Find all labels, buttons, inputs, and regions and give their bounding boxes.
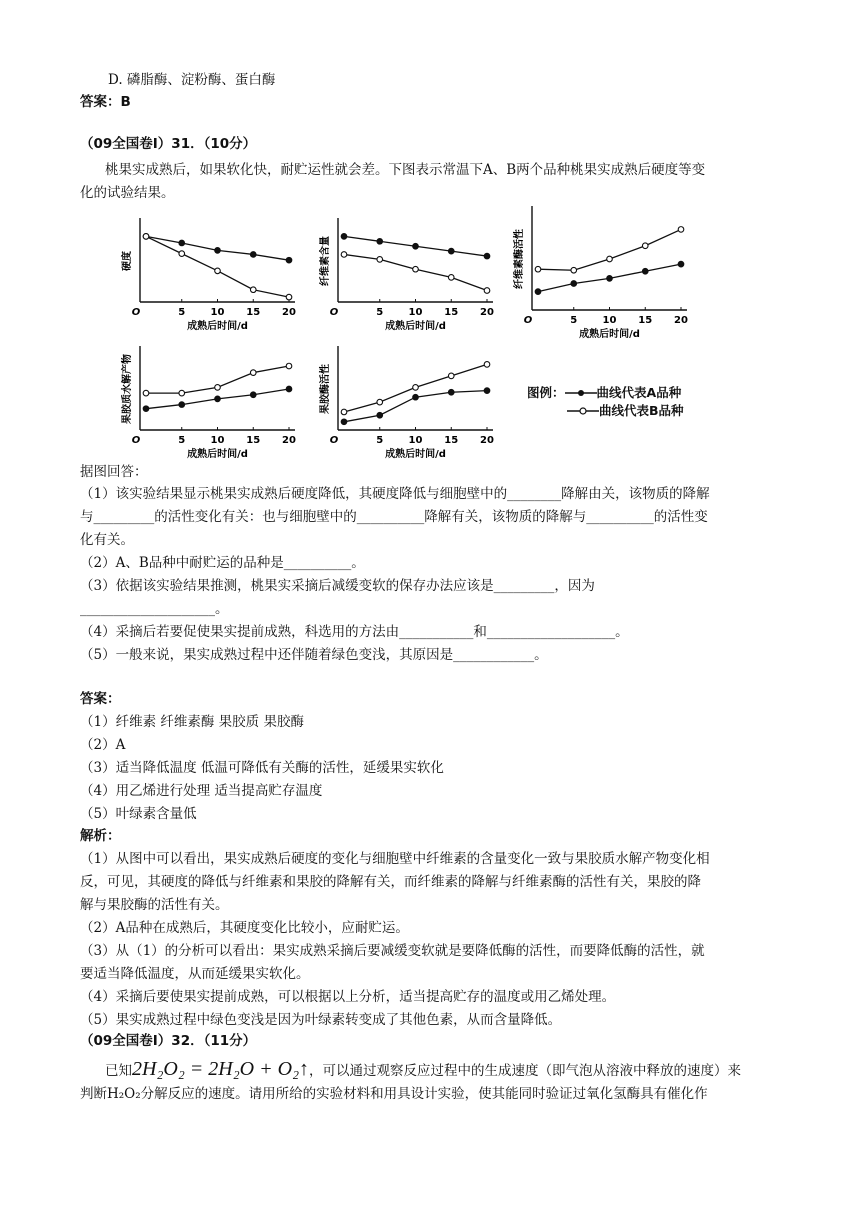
q32-header: （09全国卷Ⅰ）32．（11分） <box>80 1033 257 1049</box>
data-point-a <box>413 243 419 249</box>
answer-prev: 答案：B <box>80 94 131 110</box>
x-tick-label: 20 <box>674 315 688 326</box>
data-point-a <box>377 412 383 418</box>
data-point-b <box>179 251 185 257</box>
x-tick-label: 15 <box>246 435 261 446</box>
x-tick-label: 10 <box>210 307 225 318</box>
data-point-b <box>571 267 577 273</box>
x-tick-label: 15 <box>444 435 459 446</box>
data-point-b <box>484 288 490 294</box>
reaction-formula: 2H₂O₂ = 2H₂O + O₂↑ <box>132 1058 310 1080</box>
data-point-a <box>215 396 221 402</box>
answer-4: （4）用乙烯进行处理 适当提高贮存温度 <box>80 783 323 799</box>
data-point-a <box>215 248 221 254</box>
data-point-a <box>143 406 149 412</box>
data-point-b <box>607 256 613 262</box>
analysis-3-a: （3）从（1）的分析可以看出：果实成熟采摘后要减缓变软就是要降低酶的活性，而要降低酶的活性，就 <box>80 943 705 959</box>
data-point-b <box>678 227 684 233</box>
chart-hardness <box>118 212 308 332</box>
analysis-1-a: （1）从图中可以看出，果实成熟后硬度的变化与细胞壁中纤维素的含量变化一致与果胶质水解产物变化相 <box>80 851 710 867</box>
chart-cellulose <box>316 212 506 332</box>
x-tick-label: 15 <box>444 307 459 318</box>
data-point-b <box>250 287 256 293</box>
data-point-a <box>678 261 684 267</box>
data-point-b <box>179 390 185 396</box>
data-point-b <box>143 390 149 396</box>
x-tick-label: 10 <box>408 435 423 446</box>
legend-label-b: 曲线代表B品种 <box>599 403 684 418</box>
x-tick-label: O <box>131 435 141 446</box>
analysis-1-b: 反，可见，其硬度的降低与纤维素和果胶的降解有关，而纤维素的降解与纤维素酶的活性有关，果胶的降 <box>80 874 701 890</box>
q31-q2: （2）A、B品种中耐贮运的品种是__________。 <box>80 555 365 571</box>
data-point-a <box>179 240 185 246</box>
data-point-a <box>179 402 185 408</box>
x-tick-label: 5 <box>376 307 384 318</box>
data-point-b <box>484 362 490 368</box>
x-tick-label: O <box>523 315 533 326</box>
x-tick-label: 15 <box>638 315 653 326</box>
q31-intro-2: 化的试验结果。 <box>80 185 175 201</box>
data-point-a <box>341 234 347 240</box>
data-point-a <box>250 252 256 258</box>
answer-title: 答案： <box>80 691 121 707</box>
legend-title: 图例： <box>527 385 565 400</box>
analysis-5: （5）果实成熟过程中绿色变浅是因为叶绿素转变成了其他色素，从而含量降低。 <box>80 1012 562 1028</box>
data-point-b <box>377 399 383 405</box>
analysis-title: 解析： <box>80 828 121 844</box>
data-point-a <box>286 257 292 263</box>
x-tick-label: 5 <box>178 435 186 446</box>
x-tick-label: 20 <box>480 435 494 446</box>
q31-q3-a: （3）依据该实验结果推测，桃果实采摘后减缓变软的保存办法应该是_________，因为 <box>80 578 595 594</box>
x-tick-label: 5 <box>178 307 186 318</box>
chart-pectinase <box>316 340 506 460</box>
q32-line-2: 判断H₂O₂分解反应的速度。请用所给的实验材料和用具设计实验，使其能同时验证过氧化氢酶具有催化作 <box>80 1086 708 1102</box>
data-point-a <box>250 392 256 398</box>
answer-5: （5）叶绿素含量低 <box>80 806 197 822</box>
legend-label-a: 曲线代表A品种 <box>596 385 682 400</box>
analysis-4: （4）采摘后要使果实提前成熟，可以根据以上分析，适当提高贮存的温度或用乙烯处理。 <box>80 989 616 1005</box>
data-point-b <box>448 373 454 379</box>
data-point-b <box>341 252 347 258</box>
data-point-b <box>535 266 541 272</box>
y-axis-label: 纤维素酶活性 <box>514 229 525 289</box>
q32-line-1-pre: 已知 <box>105 1063 132 1079</box>
q31-q1-c: 化有关。 <box>80 532 134 548</box>
data-point-a <box>484 388 490 394</box>
y-axis-label: 果胶质水解产物 <box>122 354 133 424</box>
option-d: D. 磷脂酶、淀粉酶、蛋白酶 <box>108 72 276 88</box>
x-tick-label: 5 <box>570 315 578 326</box>
data-point-b <box>215 385 221 391</box>
x-tick-label: O <box>329 435 339 446</box>
legend-line-b <box>567 406 599 416</box>
y-axis-label: 硬度 <box>122 251 133 271</box>
data-point-a <box>377 239 383 245</box>
x-tick-label: 20 <box>282 435 296 446</box>
chart-legend <box>527 384 684 420</box>
data-point-b <box>286 294 292 300</box>
data-point-b <box>143 234 149 240</box>
x-axis-label: 成熟后时间/d <box>187 449 248 460</box>
q31-intro-1: 桃果实成熟后，如果软化快，耐贮运性就会差。下图表示常温下A、B两个品种桃果实成熟后硬度等变 <box>105 162 706 178</box>
data-point-a <box>484 253 490 259</box>
data-point-b <box>448 275 454 281</box>
q31-q1-b: 与_________的活性变化有关：也与细胞壁中的__________降解有关，该物质的降解与__________的活性变 <box>80 509 708 525</box>
x-tick-label: 20 <box>282 307 296 318</box>
data-point-a <box>286 386 292 392</box>
q31-q3-b: ____________________。 <box>80 601 229 617</box>
legend-line-a <box>565 388 597 398</box>
q32-line-1 <box>105 1055 741 1085</box>
data-point-b <box>413 385 419 391</box>
data-point-b <box>413 266 419 272</box>
data-point-b <box>377 257 383 263</box>
q31-q4: （4）采摘后若要促使果实提前成熟，科选用的方法由___________和___________________。 <box>80 624 629 640</box>
x-tick-label: 10 <box>408 307 423 318</box>
chart-cellulase <box>510 200 700 340</box>
x-tick-label: 20 <box>480 307 494 318</box>
y-axis-label: 纤维素含量 <box>320 236 331 286</box>
analysis-2: （2）A品种在成熟后，其硬度变化比较小，应耐贮运。 <box>80 920 409 936</box>
x-tick-label: 10 <box>210 435 225 446</box>
q31-q1-a: （1）该实验结果显示桃果实成熟后硬度降低，其硬度降低与细胞壁中的________降解由关，该物质的降解 <box>80 486 710 502</box>
x-tick-label: 15 <box>246 307 261 318</box>
data-point-b <box>286 363 292 369</box>
data-point-a <box>413 394 419 400</box>
q31-q5: （5）一般来说，果实成熟过程中还伴随着绿色变浅，其原因是____________。 <box>80 647 548 663</box>
analysis-3-b: 要适当降低温度，从而延缓果实软化。 <box>80 966 310 982</box>
data-point-b <box>250 370 256 376</box>
x-axis-label: 成熟后时间/d <box>579 329 640 340</box>
data-point-b <box>642 243 648 249</box>
q32-line-1-post: ，可以通过观察反应过程中的生成速度（即气泡从溶液中释放的速度）来 <box>309 1063 742 1079</box>
data-point-a <box>607 276 613 282</box>
x-tick-label: O <box>131 307 141 318</box>
y-axis-label: 果胶酶活性 <box>320 364 331 414</box>
data-point-a <box>535 289 541 295</box>
data-point-b <box>215 268 221 274</box>
data-point-a <box>642 268 648 274</box>
data-point-a <box>448 389 454 395</box>
x-axis-label: 成熟后时间/d <box>385 321 446 332</box>
series-line-b <box>538 229 681 270</box>
answer-3: （3）适当降低温度 低温可降低有关酶的活性，延缓果实软化 <box>80 760 444 776</box>
q31-header: （09全国卷Ⅰ）31．（10分） <box>80 136 257 152</box>
answer-1: （1）纤维素 纤维素酶 果胶质 果胶酶 <box>80 714 304 730</box>
x-axis-label: 成熟后时间/d <box>385 449 446 460</box>
data-point-a <box>448 248 454 254</box>
answer-2: （2）A <box>80 737 126 753</box>
series-line-b <box>146 236 289 297</box>
data-point-b <box>341 409 347 415</box>
chart-pectin-product <box>118 340 308 460</box>
x-tick-label: 10 <box>602 315 617 326</box>
data-point-a <box>341 419 347 425</box>
data-point-a <box>571 281 577 287</box>
x-axis-label: 成熟后时间/d <box>187 321 248 332</box>
analysis-1-c: 解与果胶酶的活性有关。 <box>80 897 229 913</box>
x-tick-label: 5 <box>376 435 384 446</box>
q31-prompt: 据图回答： <box>80 464 148 480</box>
x-tick-label: O <box>329 307 339 318</box>
